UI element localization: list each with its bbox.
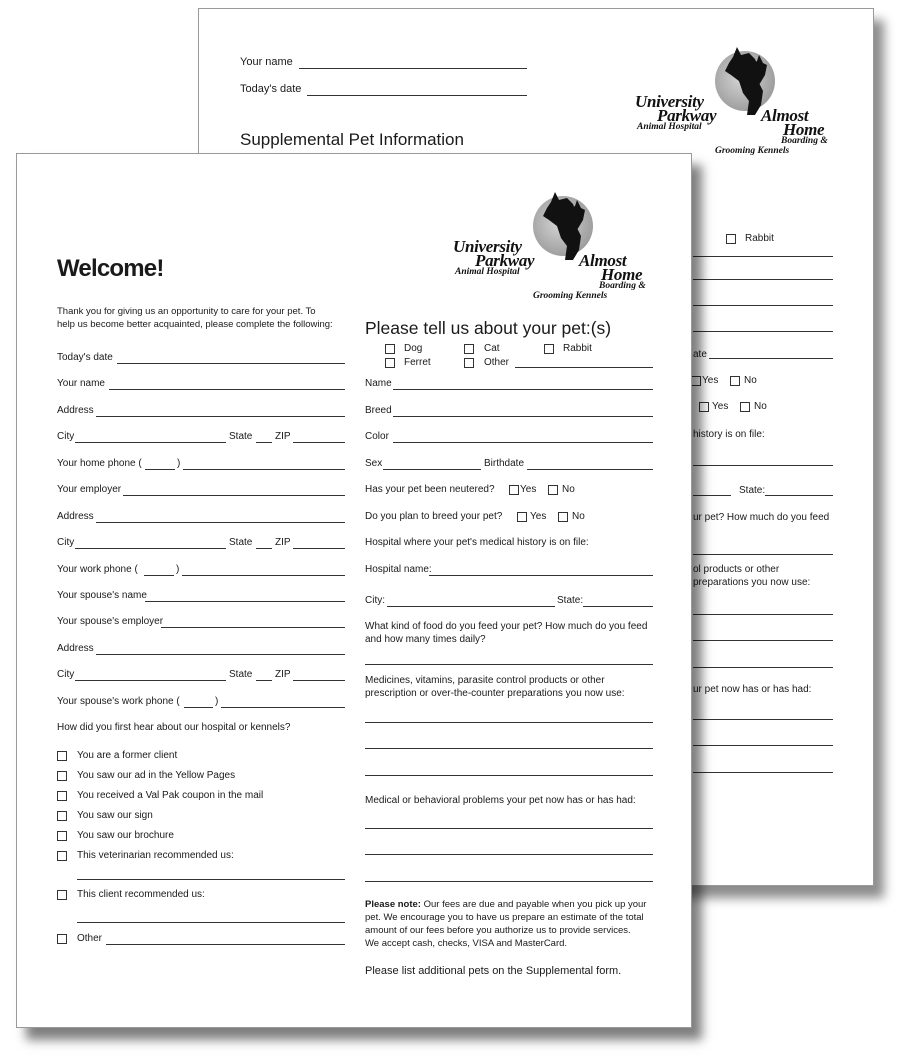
hospital-state-label: State:: [557, 595, 584, 606]
back-neutered-yes-checkbox[interactable]: [691, 376, 701, 386]
city-3-label: City: [57, 669, 75, 680]
food-question-1: What kind of food do you feed your pet? How much do you feed: [365, 621, 648, 632]
other-pet-checkbox[interactable]: [464, 358, 474, 368]
former-client-label: You are a former client: [77, 750, 178, 761]
back-birthdate-line[interactable]: [709, 358, 833, 359]
fees-note-line-2: pet. We encourage you to have us prepare an estimate of the total: [365, 912, 644, 923]
fees-note-line-4: We accept cash, checks, VISA and MasterCard.: [365, 938, 568, 949]
back-neutered-no-label: No: [744, 375, 757, 386]
state-2-label: State: [229, 537, 253, 548]
fees-note-line-3: amount of our fees before you authorize us to provide services.: [365, 925, 631, 936]
state-field[interactable]: [256, 442, 272, 443]
back-breed-no-label: No: [754, 401, 767, 412]
neutered-question: Has your pet been neutered?: [365, 484, 495, 495]
client-recommended-checkbox[interactable]: [57, 890, 67, 900]
rabbit-checkbox[interactable]: [544, 344, 554, 354]
fees-note-bold: Please note:: [365, 899, 421, 910]
logo-parkway: Parkway: [475, 251, 535, 270]
back-your-name-label: Your name: [240, 56, 293, 68]
back-hospital-line[interactable]: [693, 465, 833, 466]
intro-line-2: help us become better acquainted, please complete the following:: [57, 319, 333, 330]
state-3-field[interactable]: [256, 680, 272, 681]
ferret-checkbox[interactable]: [385, 358, 395, 368]
breed-field[interactable]: [393, 416, 653, 417]
veterinarian-label: This veterinarian recommended us:: [77, 850, 234, 861]
employer-field[interactable]: [123, 495, 345, 496]
spouse-name-label: Your spouse's name: [57, 590, 147, 601]
home-phone-area-field[interactable]: [145, 469, 175, 470]
intro-line-1: Thank you for giving us an opportunity to care for your pet. To: [57, 306, 316, 317]
work-phone-field[interactable]: [182, 575, 345, 576]
back-todays-date-line[interactable]: [307, 95, 527, 96]
birthdate-label: Birthdate: [484, 458, 525, 469]
dog-checkbox[interactable]: [385, 344, 395, 354]
todays-date-field[interactable]: [117, 363, 345, 364]
zip-2-label: ZIP: [275, 537, 291, 548]
back-birthdate-fragment: ate: [693, 349, 707, 360]
logo-animal-hospital: Animal Hospital: [455, 267, 520, 277]
spouse-name-field[interactable]: [145, 601, 345, 602]
back-problems-line-2[interactable]: [693, 745, 833, 746]
back-line-2[interactable]: [693, 279, 833, 280]
logo-home: Home: [601, 265, 643, 284]
neutered-no-label: No: [562, 484, 575, 495]
neutered-yes-checkbox[interactable]: [509, 485, 519, 495]
val-pak-label: You received a Val Pak coupon in the mail: [77, 790, 264, 801]
hospital-name-label: Hospital name:: [365, 564, 432, 575]
back-breed-no-checkbox[interactable]: [740, 402, 750, 412]
rabbit-label: Rabbit: [563, 343, 592, 354]
home-phone-label: Your home phone (: [57, 458, 142, 469]
pet-name-label: Name: [365, 378, 392, 389]
brochure-label: You saw our brochure: [77, 830, 174, 841]
back-problems-line-1[interactable]: [693, 719, 833, 720]
city-2-label: City: [57, 537, 75, 548]
home-phone-field[interactable]: [183, 469, 345, 470]
your-name-field[interactable]: [109, 389, 345, 390]
meds-answer-line-1[interactable]: [365, 722, 653, 723]
zip-2-field[interactable]: [293, 548, 345, 549]
meds-question-2: prescription or over-the-counter preparations you now use:: [365, 688, 625, 699]
problems-answer-line-3[interactable]: [365, 881, 653, 882]
address-2-field[interactable]: [96, 522, 345, 523]
city-label: City: [57, 431, 75, 442]
back-problems-line-3[interactable]: [693, 772, 833, 773]
val-pak-checkbox[interactable]: [57, 791, 67, 801]
logo-university: University: [635, 92, 704, 111]
breed-plan-yes-label: Yes: [530, 511, 547, 522]
work-phone-label: Your work phone (: [57, 564, 138, 575]
problems-answer-line-2[interactable]: [365, 854, 653, 855]
state-2-field[interactable]: [256, 548, 272, 549]
pet-name-field[interactable]: [393, 389, 653, 390]
fees-note-text-1: Our fees are due and payable when you pick up your: [420, 899, 647, 910]
logo-animal-hospital: Animal Hospital: [637, 122, 702, 132]
employer-label: Your employer: [57, 484, 122, 495]
supplemental-note: Please list additional pets on the Supplemental form.: [365, 965, 622, 977]
logo-grooming-kennels: Grooming Kennels: [715, 146, 790, 156]
back-city-line[interactable]: [693, 495, 731, 496]
back-preparations-fragment: preparations you now use:: [693, 577, 811, 588]
spouse-work-phone-field[interactable]: [221, 707, 345, 708]
logo-almost: Almost: [761, 106, 809, 125]
birthdate-field[interactable]: [527, 469, 653, 470]
back-line-3[interactable]: [693, 305, 833, 306]
back-title: Supplemental Pet Information: [240, 130, 464, 149]
back-todays-date-label: Today's date: [240, 83, 302, 95]
city-2-field[interactable]: [75, 548, 226, 549]
back-line-4[interactable]: [693, 331, 833, 332]
spouse-employer-label: Your spouse's employer: [57, 616, 164, 627]
pet-section-title: Please tell us about your pet:(s): [365, 318, 612, 338]
hospital-city-label: City:: [365, 595, 385, 606]
spouse-employer-field[interactable]: [161, 627, 345, 628]
sex-label: Sex: [365, 458, 383, 469]
breed-plan-no-checkbox[interactable]: [558, 512, 568, 522]
back-neutered-yes-label: Yes: [702, 375, 719, 386]
other-source-label: Other: [77, 933, 103, 944]
city-field[interactable]: [75, 442, 226, 443]
todays-date-label: Today's date: [57, 352, 113, 363]
other-source-checkbox[interactable]: [57, 934, 67, 944]
back-meds-line-1[interactable]: [693, 614, 833, 615]
back-line-1[interactable]: [693, 256, 833, 257]
saw-sign-checkbox[interactable]: [57, 811, 67, 821]
logo-parkway: Parkway: [657, 106, 717, 125]
back-state-label: State:: [739, 485, 766, 496]
back-breed-yes-label: Yes: [712, 401, 729, 412]
welcome-form-sheet: [16, 153, 692, 1028]
color-field[interactable]: [393, 442, 653, 443]
meds-answer-line-3[interactable]: [365, 775, 653, 776]
zip-3-label: ZIP: [275, 669, 291, 680]
back-meds-line-2[interactable]: [693, 640, 833, 641]
back-feed-line[interactable]: [693, 554, 833, 555]
work-phone-paren: ): [176, 564, 180, 575]
dog-label: Dog: [404, 343, 423, 354]
veterinarian-field[interactable]: [77, 879, 345, 880]
logo-grooming-kennels: Grooming Kennels: [533, 291, 608, 301]
address-3-label: Address: [57, 643, 94, 654]
saw-sign-label: You saw our sign: [77, 810, 153, 821]
spouse-work-phone-area-field[interactable]: [184, 707, 213, 708]
hospital-state-field[interactable]: [583, 606, 653, 607]
other-pet-label: Other: [484, 357, 510, 368]
other-pet-field[interactable]: [515, 367, 653, 368]
other-source-field[interactable]: [106, 944, 345, 945]
fees-note-line-1: [365, 899, 646, 910]
client-recommended-label: This client recommended us:: [77, 889, 205, 900]
back-products-fragment: ol products or other: [693, 564, 780, 575]
breed-label: Breed: [365, 405, 392, 416]
back-rabbit-label: Rabbit: [745, 233, 774, 244]
back-meds-line-3[interactable]: [693, 667, 833, 668]
food-answer-field[interactable]: [365, 664, 653, 665]
food-question-2: and how many times daily?: [365, 634, 486, 645]
address-2-label: Address: [57, 511, 94, 522]
logo-university: University: [453, 237, 522, 256]
back-history-fragment: history is on file:: [693, 429, 765, 440]
veterinarian-checkbox[interactable]: [57, 851, 67, 861]
address-label: Address: [57, 405, 94, 416]
color-label: Color: [365, 431, 389, 442]
logo-home: Home: [783, 120, 825, 139]
breed-plan-question: Do you plan to breed your pet?: [365, 511, 503, 522]
cat-checkbox[interactable]: [464, 344, 474, 354]
neutered-no-checkbox[interactable]: [548, 485, 558, 495]
hospital-name-field[interactable]: [429, 575, 653, 576]
how-heard-question: How did you first hear about our hospital or kennels?: [57, 722, 291, 733]
problems-question: Medical or behavioral problems your pet now has or has had:: [365, 795, 636, 806]
back-feed-fragment: ur pet? How much do you feed: [693, 512, 830, 523]
zip-3-field[interactable]: [293, 680, 345, 681]
state-3-label: State: [229, 669, 253, 680]
address-3-field[interactable]: [96, 654, 345, 655]
back-logo: [635, 51, 840, 156]
home-phone-paren: ): [177, 458, 181, 469]
back-neutered-no-checkbox[interactable]: [730, 376, 740, 386]
work-phone-area-field[interactable]: [144, 575, 174, 576]
back-your-name-line[interactable]: [299, 68, 527, 69]
logo-almost: Almost: [579, 251, 627, 270]
back-rabbit-checkbox[interactable]: [726, 234, 736, 244]
your-name-label: Your name: [57, 378, 105, 389]
address-field[interactable]: [96, 416, 345, 417]
logo-boarding: Boarding &: [599, 281, 646, 291]
meds-question-1: Medicines, vitamins, parasite control products or other: [365, 675, 605, 686]
front-logo: [453, 196, 658, 301]
yellow-pages-label: You saw our ad in the Yellow Pages: [77, 770, 236, 781]
back-state-line[interactable]: [765, 495, 833, 496]
logo-boarding: Boarding &: [781, 136, 828, 146]
brochure-checkbox[interactable]: [57, 831, 67, 841]
city-3-field[interactable]: [75, 680, 226, 681]
state-label: State: [229, 431, 253, 442]
breed-plan-no-label: No: [572, 511, 585, 522]
back-breed-yes-checkbox[interactable]: [699, 402, 709, 412]
yellow-pages-checkbox[interactable]: [57, 771, 67, 781]
breed-plan-yes-checkbox[interactable]: [517, 512, 527, 522]
neutered-yes-label: Yes: [520, 484, 537, 495]
zip-label: ZIP: [275, 431, 291, 442]
welcome-title: Welcome!: [57, 255, 164, 282]
meds-answer-line-2[interactable]: [365, 748, 653, 749]
hospital-history-question: Hospital where your pet's medical history is on file:: [365, 537, 589, 548]
hospital-city-field[interactable]: [387, 606, 555, 607]
cat-label: Cat: [484, 343, 500, 354]
ferret-label: Ferret: [404, 357, 431, 368]
spouse-work-phone-label: Your spouse's work phone (: [57, 696, 180, 707]
problems-answer-line-1[interactable]: [365, 828, 653, 829]
former-client-checkbox[interactable]: [57, 751, 67, 761]
back-problems-fragment: ur pet now has or has had:: [693, 684, 812, 695]
sex-field[interactable]: [383, 469, 481, 470]
client-recommended-field[interactable]: [77, 922, 345, 923]
zip-field[interactable]: [293, 442, 345, 443]
spouse-work-phone-paren: ): [215, 696, 219, 707]
